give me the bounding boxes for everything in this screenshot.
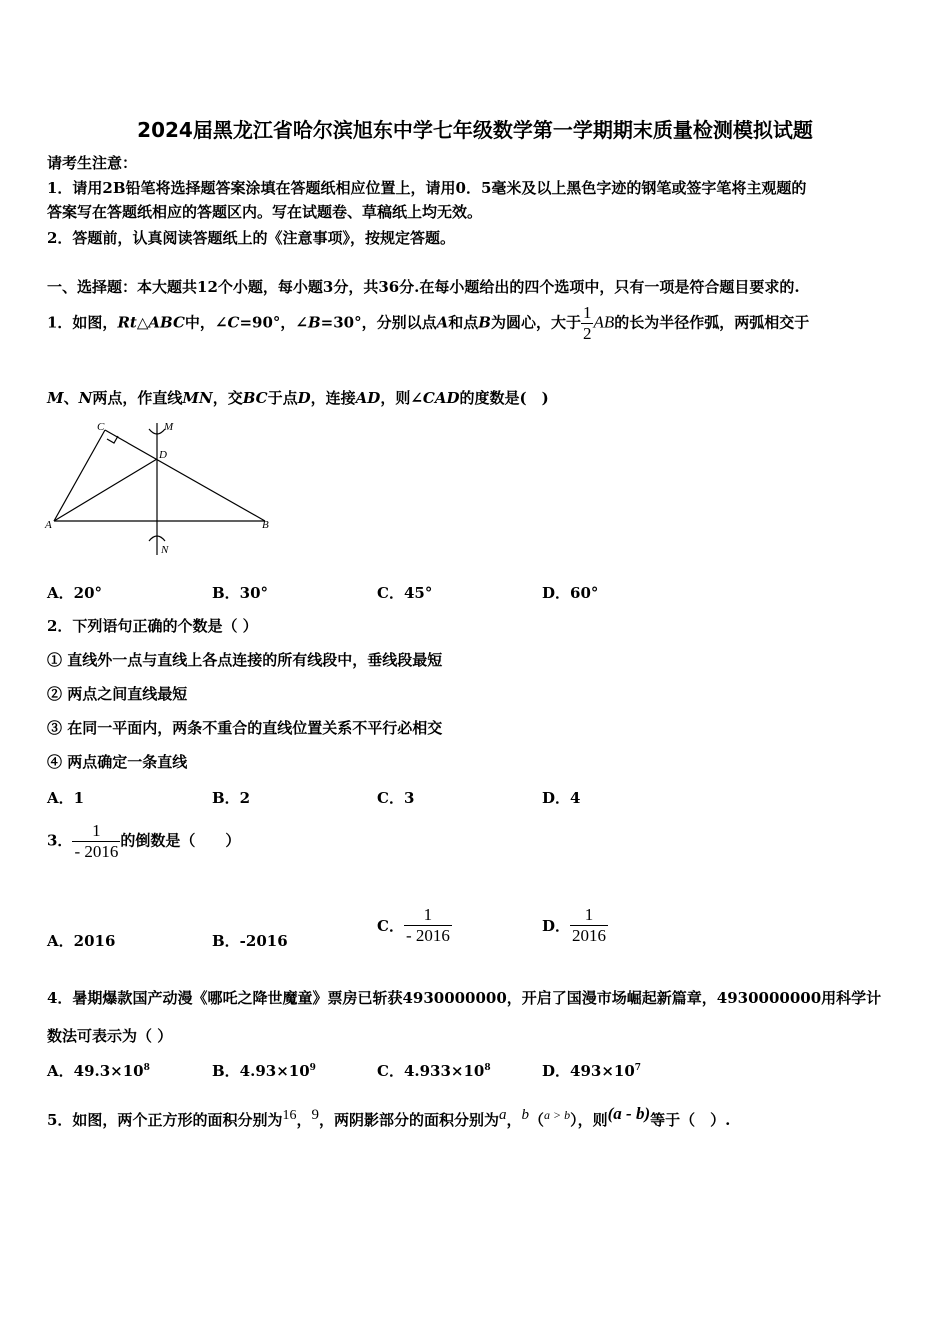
label-b: B (262, 519, 269, 531)
q4-option-a[interactable]: A．$49.3\times 10^8$ (47, 1062, 150, 1080)
question-4-line-2: 数法可表示为（ ） (47, 1027, 173, 1045)
q2-option-b[interactable]: B．2 (212, 789, 251, 807)
question-3-stem: 3． $\frac{1}{- 2016}$ 的倒数是（ ） (47, 821, 241, 861)
notice-heading: 请考生注意： (47, 154, 138, 172)
question-1-line-2: M、N两点，作直线MN，交BC于点D，连接AD，则∠CAD的度数是( ) (47, 389, 549, 407)
q3-option-d-fraction: $\frac{1}{2016}$ (572, 905, 607, 945)
question-5-stem: 5．如图，两个正方形的面积分别为16，9，两阴影部分的面积分别为a，b（$^{a > b}$），则(a - b)等于（ ）. (47, 1104, 731, 1129)
q2-option-a[interactable]: A．1 (47, 789, 85, 807)
q1-option-c[interactable]: C．45° (377, 584, 433, 602)
q1-option-b[interactable]: B．30° (212, 584, 269, 602)
q3-option-c-fraction: $\frac{1}{- 2016}$ (405, 905, 450, 945)
q2-statement-1: ① 直线外一点与直线上各点连接的所有线段中，垂线段最短 (47, 651, 443, 669)
segment-ad (54, 459, 157, 521)
section-1-heading: 一、选择题：本大题共12个小题，每小题3分，共36分.在每小题给出的四个选项中，只有一项是符合题目要求的. (47, 278, 800, 296)
q3-option-c[interactable]: C． $\frac{1}{- 2016}$ (377, 905, 450, 945)
question-4-line-1: 4．暑期爆款国产动漫《哪吒之降世魔童》票房已斩获4930000000，开启了国漫市场崛起新篇章，4930000000用科学计 (47, 989, 882, 1007)
q3-option-d[interactable]: D． $\frac{1}{2016}$ (542, 905, 607, 945)
q2-option-d[interactable]: D．4 (542, 789, 581, 807)
q4-option-c[interactable]: C．$4.933\times 10^8$ (377, 1062, 491, 1080)
question-2-stem: 2．下列语句正确的个数是（ ） (47, 617, 258, 635)
q1-option-d[interactable]: D．60° (542, 584, 599, 602)
q3-option-a[interactable]: A．2016 (47, 932, 116, 950)
q4-option-b[interactable]: B．$4.93\times 10^9$ (212, 1062, 316, 1080)
q3-option-b[interactable]: B．-2016 (212, 932, 288, 950)
page-title: 2024届黑龙江省哈尔滨旭东中学七年级数学第一学期期末质量检测模拟试题 (137, 118, 813, 142)
q2-option-c[interactable]: C．3 (377, 789, 415, 807)
label-m: M (164, 421, 174, 433)
fraction-one-half: $\frac{1}{2}$ (582, 303, 592, 343)
label-d: D (159, 449, 167, 461)
notice-item-1-line-1: 1．请用2B铅笔将选择题答案涂填在答题纸相应位置上，请用0．5毫米及以上黑色字迹的钢笔或签字笔将主观题的 (47, 179, 807, 197)
label-a: A (45, 519, 52, 531)
side-ac (54, 430, 105, 521)
q3-fraction: $\frac{1}{- 2016}$ (74, 821, 119, 861)
label-c: C (97, 421, 105, 433)
q2-statement-2: ② 两点之间直线最短 (47, 685, 188, 703)
notice-item-2: 2．答题前，认真阅读答题纸上的《注意事项》，按规定答题。 (47, 229, 455, 247)
notice-item-1-line-2: 答案写在答题纸相应的答题区内。写在试题卷、草稿纸上均无效。 (47, 203, 483, 221)
q2-statement-4: ④ 两点确定一条直线 (47, 753, 188, 771)
q4-option-d[interactable]: D．$493\times 10^7$ (542, 1062, 642, 1080)
q2-statement-3: ③ 在同一平面内，两条不重合的直线位置关系不平行必相交 (47, 719, 443, 737)
triangle-figure (40, 415, 280, 565)
q1-option-a[interactable]: A．20° (47, 584, 103, 602)
question-1-line-1: 1．如图，Rt△ABC中，∠C=90°，∠B=30°，分别以点A和点B为圆心，大于 $\frac{1}{2}$ AB的长为半径作弧，两弧相交于 (47, 303, 810, 343)
label-n: N (161, 544, 169, 556)
